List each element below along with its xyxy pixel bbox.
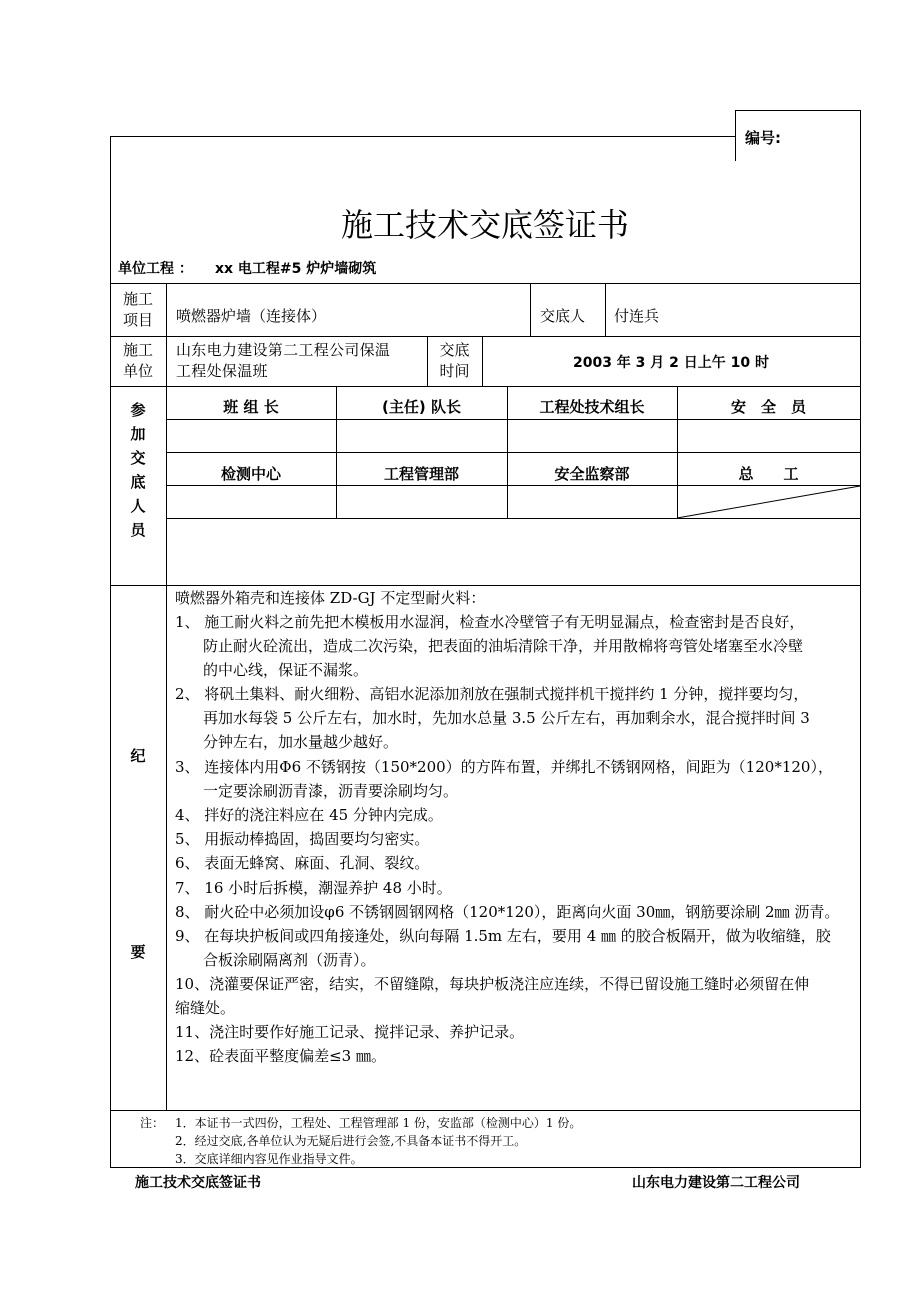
unit-project-value: xx 电工程#5 炉炉墙砌筑 <box>215 261 377 277</box>
summary-line: 再加水每袋 5 公斤左右，加水时，先加水总量 3.5 公斤左右，再加剩余水，混合搅拌时间 3 <box>203 709 810 727</box>
header-eng-management: 工程管理部 <box>383 465 459 483</box>
summary-line: 1、 施工耐火料之前先把木模板用水湿润，检查水冷壁管子有无明显漏点，检查密封是否良好， <box>175 613 805 631</box>
project-label: 施工 项目 <box>122 290 153 329</box>
unit-label: 施工 单位 <box>122 341 153 380</box>
summary-line: 3、 连接体内用Φ6 不锈钢按（150*200）的方阵布置，并绑扎不锈钢网格，间距为（120*120）， <box>175 758 833 776</box>
summary-line: 合板涂刷隔离剂（沥青）。 <box>203 951 376 969</box>
header-safety-officer: 安 全 员 <box>730 398 806 416</box>
summary-line: 的中心线，保证不漏浆。 <box>203 661 369 679</box>
summary-line: 缩缝处。 <box>175 999 236 1017</box>
summary-line: 10、浇灌要保证严密，结实，不留缝隙，每块护板浇注应连续，不得已留设施工缝时必须留在伸 <box>175 975 810 993</box>
summary-line: 6、 表面无蜂窝、麻面、孔洞、裂纹。 <box>175 854 430 872</box>
header-testing-center: 检测中心 <box>220 465 281 483</box>
presenter-label: 交底人 <box>540 307 586 325</box>
doc-number-label: 编号: <box>745 129 781 147</box>
summary-line: 分钟左右，加水量越少越好。 <box>203 733 399 751</box>
header-captain: (主任) 队长 <box>382 398 461 416</box>
header-team-leader: 班 组 长 <box>223 398 279 416</box>
notes-label: 注： <box>140 1116 165 1130</box>
summary-line: 防止耐火砼流出，造成二次污染，把表面的油垢清除干净，并用散棉将弯管处堵塞至水冷壁 <box>203 637 804 655</box>
summary-line: 2、 将矾土集料、耐火细粉、高铝水泥添加剂放在强制式搅拌机干搅拌约 1 分钟，搅拌要均匀， <box>175 685 809 703</box>
diagonal-slash <box>677 485 861 519</box>
footer-right: 山东电力建设第二工程公司 <box>632 1175 800 1191</box>
unit-value: 山东电力建设第二工程公司保温 工程处保温班 <box>176 341 391 380</box>
header-chief-engineer: 总 工 <box>738 465 799 483</box>
page-title: 施工技术交底签证书 <box>340 206 629 244</box>
note-item: 2．经过交底,各单位认为无疑后进行会签,不具备本证书不得开工。 <box>175 1134 527 1148</box>
summary-side-label-1: 纪 <box>130 747 146 765</box>
header-safety-supervision: 安全监察部 <box>554 465 630 483</box>
time-value: 2003 年 3 月 2 日上午 10 时 <box>572 355 770 371</box>
footer-left: 施工技术交底签证书 <box>135 1175 261 1191</box>
unit-project-label: 单位工程 ： <box>118 261 193 277</box>
summary-line: 喷燃器外箱壳和连接体 ZD-GJ 不定型耐火料： <box>175 589 486 607</box>
summary-line: 5、 用振动棒捣固，捣固要均匀密实。 <box>175 830 430 848</box>
time-label: 交底 时间 <box>439 341 470 380</box>
note-item: 1．本证书一式四份，工程处、工程管理部 1 份，安监部（检测中心）1 份。 <box>175 1116 582 1130</box>
summary-side-label-2: 要 <box>130 943 146 961</box>
project-value: 喷燃器炉墙（连接体） <box>176 307 327 325</box>
summary-line: 7、 16 小时后拆模，潮湿养护 48 小时。 <box>175 879 452 897</box>
summary-line: 11、浇注时要作好施工记录、搅拌记录、养护记录。 <box>175 1023 525 1041</box>
summary-line: 9、 在每块护板间或四角接逢处，纵向每隔 1.5m 左右，要用 4 ㎜ 的胶合板隔开，做为收缩缝，胶 <box>175 927 831 945</box>
header-tech-leader: 工程处技术组长 <box>539 398 645 416</box>
summary-line: 一定要涂刷沥青漆，沥青要涂刷均匀。 <box>203 782 459 800</box>
summary-line: 8、 耐火砼中必须加设φ6 不锈钢圆钢网格（120*120），距离向火面 30㎜，钢筋要涂刷 2㎜ 沥青。 <box>175 903 840 921</box>
presenter-name: 付连兵 <box>614 307 660 325</box>
participants-side-label: 参 加 交 底 人 员 <box>130 401 146 539</box>
summary-line: 4、 拌好的浇注料应在 45 分钟内完成。 <box>175 806 443 824</box>
note-item: 3．交底详细内容见作业指导文件。 <box>175 1152 363 1166</box>
summary-line: 12、砼表面平整度偏差≤3 ㎜。 <box>175 1047 386 1065</box>
